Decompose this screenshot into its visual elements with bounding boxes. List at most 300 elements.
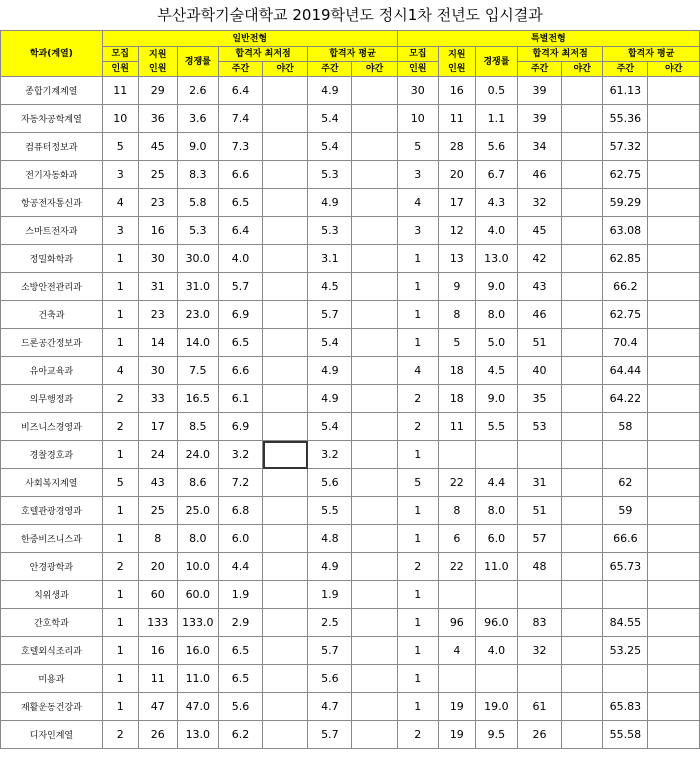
data-cell[interactable]	[263, 413, 308, 441]
data-cell[interactable]	[263, 721, 308, 749]
data-cell[interactable]: 1	[102, 497, 138, 525]
data-cell[interactable]: 9.5	[475, 721, 517, 749]
data-cell[interactable]	[352, 357, 397, 385]
data-cell[interactable]: 8.0	[475, 301, 517, 329]
data-cell[interactable]: 66.6	[603, 525, 648, 553]
data-cell[interactable]: 40	[517, 357, 561, 385]
data-cell[interactable]: 4	[397, 189, 438, 217]
header-recruit-special-bottom[interactable]: 인원	[397, 62, 438, 77]
data-cell[interactable]: 59.29	[603, 189, 648, 217]
data-cell[interactable]: 7.2	[218, 469, 262, 497]
data-cell[interactable]: 23	[138, 189, 177, 217]
data-cell[interactable]: 30	[138, 245, 177, 273]
data-cell[interactable]	[562, 301, 603, 329]
data-cell[interactable]: 25	[138, 161, 177, 189]
data-cell[interactable]: 5.3	[177, 217, 218, 245]
data-cell[interactable]	[562, 329, 603, 357]
data-cell[interactable]: 60	[138, 581, 177, 609]
data-cell[interactable]: 8	[438, 497, 475, 525]
dept-name-cell[interactable]: 유아교육과	[1, 357, 103, 385]
data-cell[interactable]	[263, 329, 308, 357]
data-cell[interactable]: 5.4	[308, 133, 352, 161]
data-cell[interactable]: 1	[397, 637, 438, 665]
data-cell[interactable]: 11	[138, 665, 177, 693]
data-cell[interactable]: 51	[517, 329, 561, 357]
data-cell[interactable]	[562, 133, 603, 161]
data-cell[interactable]: 25.0	[177, 497, 218, 525]
data-cell[interactable]	[352, 385, 397, 413]
dept-name-cell[interactable]: 치위생과	[1, 581, 103, 609]
data-cell[interactable]: 13	[438, 245, 475, 273]
data-cell[interactable]	[648, 245, 700, 273]
dept-name-cell[interactable]: 미용과	[1, 665, 103, 693]
data-cell[interactable]: 11.0	[475, 553, 517, 581]
data-cell[interactable]: 1	[102, 665, 138, 693]
data-cell[interactable]: 6.1	[218, 385, 262, 413]
data-cell[interactable]: 16.0	[177, 637, 218, 665]
data-cell[interactable]: 3	[397, 217, 438, 245]
dept-name-cell[interactable]: 간호학과	[1, 609, 103, 637]
data-cell[interactable]: 8.3	[177, 161, 218, 189]
data-cell[interactable]: 1	[397, 581, 438, 609]
data-cell[interactable]: 34	[517, 133, 561, 161]
header-apply-general[interactable]	[138, 47, 177, 77]
data-cell[interactable]: 1	[397, 245, 438, 273]
data-cell[interactable]: 6.9	[218, 301, 262, 329]
data-cell[interactable]: 1.1	[475, 105, 517, 133]
dept-name-cell[interactable]: 호텔관광경영과	[1, 497, 103, 525]
data-cell[interactable]	[648, 413, 700, 441]
data-cell[interactable]: 57.32	[603, 133, 648, 161]
data-cell[interactable]: 18	[438, 357, 475, 385]
data-cell[interactable]: 20	[138, 553, 177, 581]
data-cell[interactable]: 43	[517, 273, 561, 301]
data-cell[interactable]: 29	[138, 77, 177, 105]
data-cell[interactable]: 2	[102, 413, 138, 441]
data-cell[interactable]: 6.4	[218, 77, 262, 105]
data-cell[interactable]: 5.7	[308, 301, 352, 329]
data-cell[interactable]: 62.75	[603, 301, 648, 329]
header-ratio-special[interactable]: 경쟁률	[475, 47, 517, 77]
data-cell[interactable]	[263, 245, 308, 273]
data-cell[interactable]: 30.0	[177, 245, 218, 273]
data-cell[interactable]	[475, 665, 517, 693]
data-cell[interactable]: 9.0	[475, 273, 517, 301]
data-cell[interactable]: 1	[102, 245, 138, 273]
data-cell[interactable]	[352, 329, 397, 357]
data-cell[interactable]	[562, 245, 603, 273]
data-cell[interactable]: 6.8	[218, 497, 262, 525]
data-cell[interactable]	[517, 665, 561, 693]
data-cell[interactable]: 4	[438, 637, 475, 665]
data-cell[interactable]	[263, 77, 308, 105]
data-cell[interactable]	[648, 637, 700, 665]
data-cell[interactable]: 64.44	[603, 357, 648, 385]
data-cell[interactable]: 1	[102, 525, 138, 553]
data-cell[interactable]: 84.55	[603, 609, 648, 637]
data-cell[interactable]: 4	[102, 189, 138, 217]
data-cell[interactable]	[562, 693, 603, 721]
data-cell[interactable]	[648, 301, 700, 329]
data-cell[interactable]	[352, 189, 397, 217]
dept-name-cell[interactable]: 안경광학과	[1, 553, 103, 581]
data-cell[interactable]	[352, 469, 397, 497]
data-cell[interactable]	[352, 693, 397, 721]
data-cell[interactable]: 16.5	[177, 385, 218, 413]
data-cell[interactable]: 53.25	[603, 637, 648, 665]
data-cell[interactable]: 31.0	[177, 273, 218, 301]
data-cell[interactable]: 59	[603, 497, 648, 525]
data-cell[interactable]	[352, 637, 397, 665]
data-cell[interactable]: 5.0	[475, 329, 517, 357]
data-cell[interactable]: 6.2	[218, 721, 262, 749]
data-cell[interactable]: 1	[397, 497, 438, 525]
data-cell[interactable]: 28	[438, 133, 475, 161]
data-cell[interactable]: 5.3	[308, 161, 352, 189]
dept-name-cell[interactable]: 호텔외식조리과	[1, 637, 103, 665]
data-cell[interactable]: 6.6	[218, 161, 262, 189]
data-cell[interactable]: 11	[102, 77, 138, 105]
data-cell[interactable]: 24.0	[177, 441, 218, 469]
data-cell[interactable]	[562, 581, 603, 609]
data-cell[interactable]: 8.6	[177, 469, 218, 497]
data-cell[interactable]	[263, 133, 308, 161]
dept-name-cell[interactable]: 디자인계열	[1, 721, 103, 749]
data-cell[interactable]	[603, 441, 648, 469]
data-cell[interactable]: 11.0	[177, 665, 218, 693]
data-cell[interactable]	[562, 189, 603, 217]
data-cell[interactable]	[562, 497, 603, 525]
data-cell[interactable]: 5.7	[308, 721, 352, 749]
data-cell[interactable]: 36	[138, 105, 177, 133]
data-cell[interactable]: 64.22	[603, 385, 648, 413]
data-cell[interactable]: 4.0	[218, 245, 262, 273]
data-cell[interactable]: 13.0	[177, 721, 218, 749]
data-cell[interactable]	[648, 553, 700, 581]
data-cell[interactable]: 3.2	[308, 441, 352, 469]
data-cell[interactable]: 5	[102, 469, 138, 497]
data-cell[interactable]	[648, 77, 700, 105]
data-cell[interactable]: 39	[517, 77, 561, 105]
data-cell[interactable]: 3.6	[177, 105, 218, 133]
data-cell[interactable]	[475, 441, 517, 469]
data-cell[interactable]: 23	[138, 301, 177, 329]
data-cell[interactable]: 5	[397, 133, 438, 161]
data-cell[interactable]: 32	[517, 637, 561, 665]
dept-name-cell[interactable]: 자동차공학계열	[1, 105, 103, 133]
data-cell[interactable]: 5.6	[475, 133, 517, 161]
dept-name-cell[interactable]: 종합기계계열	[1, 77, 103, 105]
data-cell[interactable]: 42	[517, 245, 561, 273]
data-cell[interactable]: 66.2	[603, 273, 648, 301]
dept-name-cell[interactable]: 한중비즈니스과	[1, 525, 103, 553]
data-cell[interactable]: 2	[102, 385, 138, 413]
data-cell[interactable]: 6.7	[475, 161, 517, 189]
header-avg-general[interactable]: 합격자 평균	[308, 47, 397, 62]
data-cell[interactable]	[648, 357, 700, 385]
data-cell[interactable]	[352, 105, 397, 133]
header-recruit-general[interactable]: 모집	[102, 47, 138, 62]
data-cell[interactable]: 11	[438, 413, 475, 441]
data-cell[interactable]	[263, 441, 308, 469]
data-cell[interactable]	[263, 553, 308, 581]
data-cell[interactable]: 6.5	[218, 329, 262, 357]
dept-name-cell[interactable]: 소방안전관리과	[1, 273, 103, 301]
header-avg-day-special[interactable]: 주간	[603, 62, 648, 77]
data-cell[interactable]: 60.0	[177, 581, 218, 609]
data-cell[interactable]	[352, 497, 397, 525]
data-cell[interactable]: 55.58	[603, 721, 648, 749]
data-cell[interactable]	[438, 441, 475, 469]
data-cell[interactable]	[648, 581, 700, 609]
data-cell[interactable]: 133.0	[177, 609, 218, 637]
dept-name-cell[interactable]: 정밀화학과	[1, 245, 103, 273]
data-cell[interactable]	[475, 581, 517, 609]
header-recruit-special[interactable]: 모집	[397, 47, 438, 62]
data-cell[interactable]: 1	[397, 693, 438, 721]
data-cell[interactable]: 6.9	[218, 413, 262, 441]
dept-name-cell[interactable]: 항공전자통신과	[1, 189, 103, 217]
data-cell[interactable]: 3	[397, 161, 438, 189]
data-cell[interactable]	[517, 581, 561, 609]
data-cell[interactable]: 17	[438, 189, 475, 217]
data-cell[interactable]: 16	[438, 77, 475, 105]
data-cell[interactable]: 4.0	[475, 637, 517, 665]
data-cell[interactable]	[263, 189, 308, 217]
data-cell[interactable]: 1	[397, 441, 438, 469]
data-cell[interactable]	[352, 441, 397, 469]
dept-name-cell[interactable]: 사회복지계열	[1, 469, 103, 497]
data-cell[interactable]	[562, 105, 603, 133]
data-cell[interactable]: 53	[517, 413, 561, 441]
data-cell[interactable]: 46	[517, 301, 561, 329]
dept-name-cell[interactable]: 스마트전자과	[1, 217, 103, 245]
data-cell[interactable]: 10	[102, 105, 138, 133]
data-cell[interactable]: 6.6	[218, 357, 262, 385]
data-cell[interactable]: 1	[102, 693, 138, 721]
data-cell[interactable]: 5.4	[308, 105, 352, 133]
data-cell[interactable]: 11	[438, 105, 475, 133]
data-cell[interactable]: 1	[102, 273, 138, 301]
data-cell[interactable]	[562, 665, 603, 693]
data-cell[interactable]: 1	[102, 329, 138, 357]
data-cell[interactable]: 1.9	[218, 581, 262, 609]
data-cell[interactable]: 6.5	[218, 665, 262, 693]
data-cell[interactable]: 26	[517, 721, 561, 749]
header-ratio-general[interactable]: 경쟁률	[177, 47, 218, 77]
data-cell[interactable]	[562, 609, 603, 637]
data-cell[interactable]: 20	[438, 161, 475, 189]
data-cell[interactable]: 55.36	[603, 105, 648, 133]
data-cell[interactable]: 62	[603, 469, 648, 497]
data-cell[interactable]	[352, 581, 397, 609]
data-cell[interactable]: 46	[517, 161, 561, 189]
data-cell[interactable]	[352, 217, 397, 245]
data-cell[interactable]	[263, 357, 308, 385]
dept-name-cell[interactable]: 전기자동화과	[1, 161, 103, 189]
header-min-night-general[interactable]: 야간	[263, 62, 308, 77]
data-cell[interactable]: 2	[397, 385, 438, 413]
data-cell[interactable]: 3.1	[308, 245, 352, 273]
data-cell[interactable]: 19.0	[475, 693, 517, 721]
data-cell[interactable]: 8.0	[475, 497, 517, 525]
data-cell[interactable]: 4.5	[308, 273, 352, 301]
data-cell[interactable]: 6.0	[475, 525, 517, 553]
data-cell[interactable]	[648, 721, 700, 749]
data-cell[interactable]: 23.0	[177, 301, 218, 329]
data-cell[interactable]: 45	[138, 133, 177, 161]
data-cell[interactable]	[352, 721, 397, 749]
data-cell[interactable]: 5	[438, 329, 475, 357]
data-cell[interactable]: 1	[397, 273, 438, 301]
data-cell[interactable]: 12	[438, 217, 475, 245]
header-min-night-special[interactable]: 야간	[562, 62, 603, 77]
data-cell[interactable]	[648, 189, 700, 217]
data-cell[interactable]: 9.0	[475, 385, 517, 413]
data-cell[interactable]: 2	[397, 553, 438, 581]
dept-name-cell[interactable]: 건축과	[1, 301, 103, 329]
data-cell[interactable]	[263, 693, 308, 721]
data-cell[interactable]	[648, 385, 700, 413]
data-cell[interactable]	[352, 665, 397, 693]
data-cell[interactable]: 4.9	[308, 77, 352, 105]
data-cell[interactable]: 83	[517, 609, 561, 637]
dept-name-cell[interactable]: 컴퓨터정보과	[1, 133, 103, 161]
data-cell[interactable]: 8	[138, 525, 177, 553]
data-cell[interactable]: 2	[102, 721, 138, 749]
data-cell[interactable]: 31	[138, 273, 177, 301]
data-cell[interactable]	[352, 133, 397, 161]
data-cell[interactable]: 4.5	[475, 357, 517, 385]
data-cell[interactable]: 96	[438, 609, 475, 637]
data-cell[interactable]	[352, 413, 397, 441]
data-cell[interactable]	[648, 105, 700, 133]
data-cell[interactable]	[263, 497, 308, 525]
dept-name-cell[interactable]: 재활운동건강과	[1, 693, 103, 721]
data-cell[interactable]: 47.0	[177, 693, 218, 721]
data-cell[interactable]: 8.5	[177, 413, 218, 441]
data-cell[interactable]: 61.13	[603, 77, 648, 105]
data-cell[interactable]	[263, 385, 308, 413]
data-cell[interactable]: 4	[397, 357, 438, 385]
data-cell[interactable]	[263, 665, 308, 693]
data-cell[interactable]: 5.6	[308, 665, 352, 693]
data-cell[interactable]: 8	[438, 301, 475, 329]
data-cell[interactable]: 26	[138, 721, 177, 749]
data-cell[interactable]	[517, 441, 561, 469]
data-cell[interactable]: 1	[397, 525, 438, 553]
header-avg-night-general[interactable]: 야간	[352, 62, 397, 77]
header-avg-night-special[interactable]: 야간	[648, 62, 700, 77]
data-cell[interactable]: 4.3	[475, 189, 517, 217]
data-cell[interactable]	[603, 581, 648, 609]
data-cell[interactable]: 2	[397, 721, 438, 749]
data-cell[interactable]: 133	[138, 609, 177, 637]
data-cell[interactable]: 31	[517, 469, 561, 497]
data-cell[interactable]	[648, 133, 700, 161]
header-avg-day-general[interactable]: 주간	[308, 62, 352, 77]
data-cell[interactable]: 1.9	[308, 581, 352, 609]
data-cell[interactable]: 6.4	[218, 217, 262, 245]
data-cell[interactable]	[648, 441, 700, 469]
data-cell[interactable]: 70.4	[603, 329, 648, 357]
data-cell[interactable]	[263, 581, 308, 609]
data-cell[interactable]: 4.7	[308, 693, 352, 721]
data-cell[interactable]	[562, 553, 603, 581]
data-cell[interactable]: 61	[517, 693, 561, 721]
data-cell[interactable]	[438, 581, 475, 609]
data-cell[interactable]	[352, 161, 397, 189]
data-cell[interactable]	[562, 385, 603, 413]
data-cell[interactable]: 24	[138, 441, 177, 469]
data-cell[interactable]: 4.0	[475, 217, 517, 245]
data-cell[interactable]: 1	[397, 329, 438, 357]
data-cell[interactable]: 10.0	[177, 553, 218, 581]
data-cell[interactable]: 1	[397, 301, 438, 329]
data-cell[interactable]: 1	[102, 609, 138, 637]
data-cell[interactable]	[562, 525, 603, 553]
data-cell[interactable]: 4.4	[218, 553, 262, 581]
data-cell[interactable]: 51	[517, 497, 561, 525]
data-cell[interactable]: 4.8	[308, 525, 352, 553]
header-special[interactable]: 특별전형	[397, 31, 699, 47]
data-cell[interactable]: 7.5	[177, 357, 218, 385]
data-cell[interactable]: 47	[138, 693, 177, 721]
data-cell[interactable]: 2.6	[177, 77, 218, 105]
data-cell[interactable]: 7.4	[218, 105, 262, 133]
data-cell[interactable]: 30	[138, 357, 177, 385]
data-cell[interactable]: 0.5	[475, 77, 517, 105]
header-min-general[interactable]: 합격자 최저점	[218, 47, 307, 62]
data-cell[interactable]	[603, 665, 648, 693]
header-recruit-general-bottom[interactable]: 인원	[102, 62, 138, 77]
data-cell[interactable]: 22	[438, 469, 475, 497]
data-cell[interactable]: 62.85	[603, 245, 648, 273]
data-cell[interactable]: 7.3	[218, 133, 262, 161]
header-dept[interactable]: 학과(계열)	[1, 31, 103, 77]
data-cell[interactable]: 25	[138, 497, 177, 525]
data-cell[interactable]: 16	[138, 637, 177, 665]
data-cell[interactable]	[562, 77, 603, 105]
data-cell[interactable]: 5.5	[308, 497, 352, 525]
data-cell[interactable]: 30	[397, 77, 438, 105]
data-cell[interactable]: 1	[102, 581, 138, 609]
data-cell[interactable]	[352, 245, 397, 273]
data-cell[interactable]	[352, 609, 397, 637]
header-min-day-general[interactable]: 주간	[218, 62, 262, 77]
dept-name-cell[interactable]: 비즈니스경영과	[1, 413, 103, 441]
data-cell[interactable]	[648, 609, 700, 637]
data-cell[interactable]: 4.4	[475, 469, 517, 497]
header-apply-special[interactable]	[438, 47, 475, 77]
data-cell[interactable]: 57	[517, 525, 561, 553]
data-cell[interactable]: 5.6	[218, 693, 262, 721]
data-cell[interactable]: 4.9	[308, 357, 352, 385]
data-cell[interactable]: 4.9	[308, 189, 352, 217]
data-cell[interactable]	[562, 217, 603, 245]
data-cell[interactable]: 3.2	[218, 441, 262, 469]
data-cell[interactable]: 5.8	[177, 189, 218, 217]
data-cell[interactable]: 63.08	[603, 217, 648, 245]
data-cell[interactable]: 14.0	[177, 329, 218, 357]
data-cell[interactable]: 35	[517, 385, 561, 413]
data-cell[interactable]	[648, 693, 700, 721]
data-cell[interactable]: 5.3	[308, 217, 352, 245]
data-cell[interactable]	[562, 357, 603, 385]
data-cell[interactable]	[562, 637, 603, 665]
data-cell[interactable]: 5.4	[308, 413, 352, 441]
data-cell[interactable]: 5.4	[308, 329, 352, 357]
